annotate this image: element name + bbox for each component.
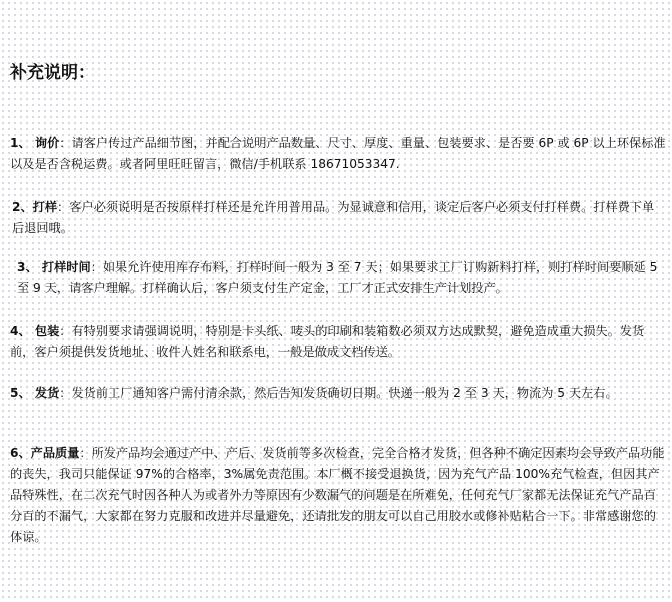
note-shipping <box>10 383 666 404</box>
note-text: ：客户必须说明是否按原样打样还是允许用普用品。为显诚意和信用，谈定后客户必须支付打样费。打样费下单后退回哦。 <box>12 200 655 235</box>
note-packaging <box>10 321 666 363</box>
note-label: 1、 询价 <box>10 136 60 150</box>
note-sampling-time <box>17 257 666 299</box>
note-label: 5、 发货 <box>10 386 60 400</box>
note-text: ：如果允许使用库存布料，打样时间一般为 3 至 7 天；如果要求工厂订购新料打样，则打样时间要顺延 5 至 9 天，请客户理解。打样确认后，客户须支付生产定金，工厂才正式安排生产计划投产。 <box>17 260 658 295</box>
note-inquiry <box>10 133 666 175</box>
note-label: 2、打样 <box>12 200 58 214</box>
note-sampling <box>12 197 666 239</box>
note-label: 3、 打样时间 <box>17 260 91 274</box>
note-text: ：发货前工厂通知客户需付清余款，然后告知发货确切日期。快递一般为 2 至 3 天，物流为 5 天左右。 <box>59 386 618 400</box>
note-text: ：请客户传过产品细节图，并配合说明产品数量、尺寸、厚度、重量、包装要求、是否要 6P 或 6P 以上环保标准以及是否含税运费。或者阿里旺旺留言，微信/手机联系 18671053347. <box>10 136 666 171</box>
page-title: 补充说明： <box>10 63 95 83</box>
note-text: ：所发产品均会通过产中、产后、发货前等多次检查，完全合格才发货，但各种不确定因素均会导致产品功能的丧失，我司只能保证 97%的合格率，3%属免责范围。本厂概不接受退换货，因为充气产品 100%充气检查，但因其产品特殊性，在二次充气时因各种人为或者外力等原因有少数漏气的问题是在所难免，任何充气厂家都无法保证充气产品百分百的不漏气，大家都在努力克服和改进并尽量避免，还请批发的朋友可以自己用胶水或修补贴粘合一下。非常感谢您的体谅。 <box>10 446 665 544</box>
note-product-quality <box>10 443 666 548</box>
note-label: 4、 包装 <box>10 324 60 338</box>
note-text: ：有特别要求请强调说明，特别是卡头纸、唛头的印刷和装箱数必须双方达成默契，避免造成重大损失。发货前，客户须提供发货地址、收件人姓名和联系电，一般是做成文档传送。 <box>10 324 645 359</box>
note-label: 6、产品质量 <box>10 446 80 460</box>
